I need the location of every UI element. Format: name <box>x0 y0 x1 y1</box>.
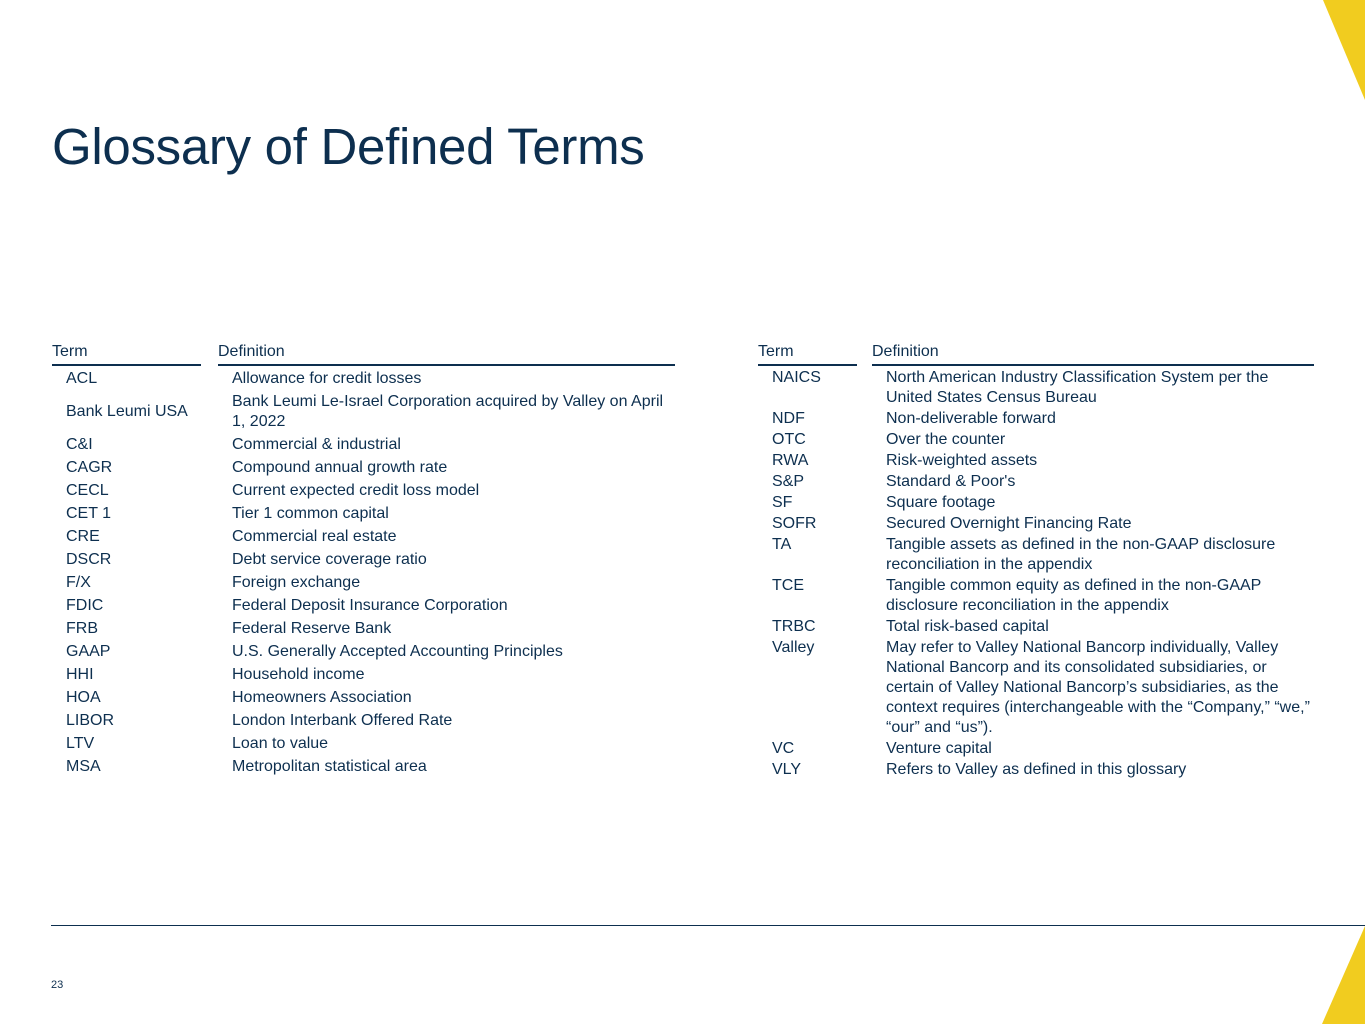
glossary-definition: Homeowners Association <box>232 688 412 706</box>
glossary-definition: Standard & Poor's <box>886 472 1016 490</box>
glossary-definition: Non-deliverable forward <box>886 409 1056 427</box>
table-header <box>758 340 1315 366</box>
glossary-definition: Compound annual growth rate <box>232 458 448 476</box>
glossary-definition: Venture capital <box>886 739 992 757</box>
footer-divider <box>51 925 1365 926</box>
glossary-row <box>758 367 1315 408</box>
glossary-row <box>758 471 1315 492</box>
glossary-definition: Metropolitan statistical area <box>232 757 427 775</box>
glossary-term: DSCR <box>66 550 112 568</box>
glossary-term: RWA <box>772 451 809 469</box>
glossary-definition: Foreign exchange <box>232 573 361 591</box>
glossary-row <box>52 686 676 709</box>
glossary-definition: Allowance for credit losses <box>232 369 422 387</box>
glossary-term: F/X <box>66 573 91 591</box>
glossary-definition: Secured Overnight Financing Rate <box>886 514 1132 532</box>
glossary-term: HOA <box>66 688 101 706</box>
glossary-row <box>52 709 676 732</box>
glossary-row <box>52 456 676 479</box>
glossary-term: FDIC <box>66 596 104 614</box>
glossary-row <box>52 548 676 571</box>
glossary-definition: Tangible assets as defined in the non-GAAP disclosure reconciliation in the appendix <box>886 535 1276 573</box>
page-number: 23 <box>51 979 64 991</box>
glossary-term: HHI <box>66 665 94 683</box>
glossary-term: LTV <box>66 734 95 752</box>
glossary-row <box>52 640 676 663</box>
glossary-row <box>52 367 676 390</box>
column-header-term: Term <box>758 343 857 366</box>
glossary-row <box>52 525 676 548</box>
glossary-definition: Commercial & industrial <box>232 435 401 453</box>
glossary-term: CET 1 <box>66 504 112 522</box>
glossary-row <box>758 637 1315 738</box>
glossary-table-left <box>52 340 676 778</box>
glossary-definition: Current expected credit loss model <box>232 481 480 499</box>
glossary-row <box>52 433 676 456</box>
accent-triangle-top <box>1323 0 1365 100</box>
glossary-term: SOFR <box>772 514 817 532</box>
glossary-row <box>52 390 676 433</box>
glossary-rows <box>52 367 676 778</box>
glossary-term: VLY <box>772 760 802 778</box>
glossary-definition: Commercial real estate <box>232 527 397 545</box>
glossary-term: TA <box>772 535 792 553</box>
glossary-definition: London Interbank Offered Rate <box>232 711 453 729</box>
glossary-row <box>758 616 1315 637</box>
glossary-definition: Debt service coverage ratio <box>232 550 427 568</box>
glossary-term: OTC <box>772 430 806 448</box>
glossary-definition: Bank Leumi Le-Israel Corporation acquired by Valley on April 1, 2022 <box>232 392 664 430</box>
accent-triangle-bottom <box>1322 926 1365 1024</box>
glossary-term: MSA <box>66 757 101 775</box>
glossary-definition: Refers to Valley as defined in this glossary <box>886 760 1187 778</box>
glossary-term: Bank Leumi USA <box>66 402 188 420</box>
glossary-row <box>52 755 676 778</box>
glossary-term: C&I <box>66 435 93 453</box>
glossary-rows <box>758 367 1315 780</box>
glossary-row <box>758 450 1315 471</box>
glossary-row <box>52 617 676 640</box>
glossary-term: S&P <box>772 472 805 490</box>
glossary-definition: Household income <box>232 665 365 683</box>
glossary-term: NDF <box>772 409 805 427</box>
glossary-definition: Total risk-based capital <box>886 617 1049 635</box>
glossary-term: VC <box>772 739 795 757</box>
glossary-definition: Over the counter <box>886 430 1006 448</box>
glossary-term: CRE <box>66 527 100 545</box>
glossary-term: CAGR <box>66 458 113 476</box>
glossary-definition: May refer to Valley National Bancorp individually, Valley National Bancorp and its consolidated subsidiaries, or certain of Valley National Bancorp’s subsidiaries, as the context requires (interchangeable with the “Company,” “we,” “our” and “us”). <box>886 638 1310 736</box>
glossary-term: LIBOR <box>66 711 115 729</box>
glossary-definition: Tangible common equity as defined in the non-GAAP disclosure reconciliation in the appendix <box>886 576 1262 614</box>
glossary-term: NAICS <box>772 368 821 386</box>
glossary-definition: Square footage <box>886 493 996 511</box>
glossary-definition: Risk-weighted assets <box>886 451 1038 469</box>
glossary-row <box>52 502 676 525</box>
page-title: Glossary of Defined Terms <box>52 118 645 175</box>
glossary-term: TRBC <box>772 617 816 635</box>
glossary-term: TCE <box>772 576 804 594</box>
glossary-definition: Federal Reserve Bank <box>232 619 392 637</box>
glossary-term: CECL <box>66 481 109 499</box>
glossary-row <box>52 732 676 755</box>
glossary-row <box>758 534 1315 575</box>
glossary-row <box>758 738 1315 759</box>
glossary-definition: U.S. Generally Accepted Accounting Principles <box>232 642 563 660</box>
column-header-definition: Definition <box>218 343 675 366</box>
glossary-row <box>758 759 1315 780</box>
glossary-table-right <box>758 340 1315 780</box>
glossary-row <box>758 575 1315 616</box>
glossary-row <box>758 408 1315 429</box>
glossary-term: SF <box>772 493 793 511</box>
glossary-row <box>52 571 676 594</box>
glossary-term: ACL <box>66 369 98 387</box>
glossary-term: Valley <box>772 638 815 656</box>
glossary-row <box>52 663 676 686</box>
glossary-definition: North American Industry Classification System per the United States Census Bureau <box>886 368 1269 406</box>
glossary-row <box>52 479 676 502</box>
glossary-term: GAAP <box>66 642 111 660</box>
table-header <box>52 340 676 366</box>
glossary-term: FRB <box>66 619 98 637</box>
column-header-term: Term <box>52 343 201 366</box>
column-header-definition: Definition <box>872 343 1314 366</box>
glossary-row <box>758 429 1315 450</box>
glossary-row <box>758 492 1315 513</box>
glossary-definition: Loan to value <box>232 734 329 752</box>
glossary-definition: Federal Deposit Insurance Corporation <box>232 596 508 614</box>
glossary-row <box>52 594 676 617</box>
glossary-row <box>758 513 1315 534</box>
glossary-definition: Tier 1 common capital <box>232 504 389 522</box>
